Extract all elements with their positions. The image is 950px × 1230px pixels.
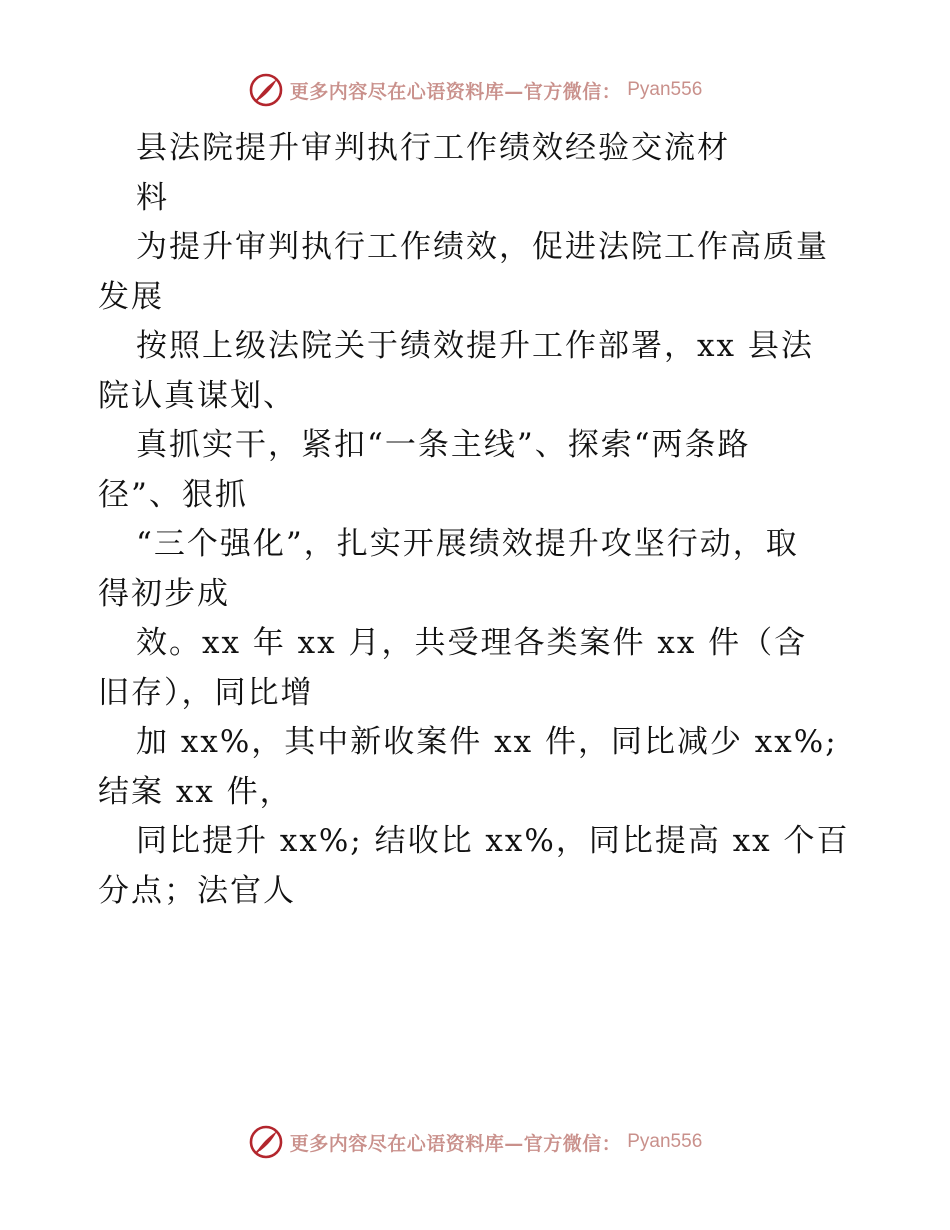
watermark-account: Pyan556 — [627, 1131, 703, 1152]
header-watermark — [0, 72, 950, 108]
document-line: 料 — [136, 179, 169, 216]
document-line: 径”、狠抓 — [98, 476, 248, 513]
watermark-text: 更多内容尽在心语资料库—官方微信： — [289, 1132, 622, 1155]
watermark-text: 更多内容尽在心语资料库—官方微信： — [289, 80, 622, 103]
footer-watermark — [0, 1124, 950, 1160]
document-line: 真抓实干，紧扣“一条主线”、探索“两条路 — [136, 427, 751, 463]
document-line: 效。xx 年 xx 月，共受理各类案件 xx 件（含 — [136, 625, 808, 661]
document-line: 院认真谋划、 — [98, 377, 296, 414]
document-line: 旧存），同比增 — [98, 674, 314, 711]
document-line: 得初步成 — [98, 575, 230, 612]
document-line: 县法院提升审判执行工作绩效经验交流材 — [136, 130, 730, 166]
document-line: 发展 — [98, 278, 164, 315]
document-line: 加 xx%，其中新收案件 xx 件，同比减少 xx%; — [136, 724, 838, 760]
document-line: 同比提升 xx%; 结收比 xx%，同比提高 xx 个百 — [136, 823, 850, 859]
document-line: 为提升审判执行工作绩效，促进法院工作高质量 — [136, 229, 829, 265]
quill-seal-icon — [248, 1124, 284, 1160]
document-line: 分点；法官人 — [98, 872, 296, 909]
quill-seal-icon — [248, 72, 284, 108]
document-line: 按照上级法院关于绩效提升工作部署，xx 县法 — [136, 328, 814, 364]
document-line: “三个强化”，扎实开展绩效提升攻坚行动，取 — [136, 526, 799, 562]
document-body — [98, 124, 858, 916]
watermark-account: Pyan556 — [627, 79, 703, 100]
document-line: 结案 xx 件， — [98, 773, 293, 810]
